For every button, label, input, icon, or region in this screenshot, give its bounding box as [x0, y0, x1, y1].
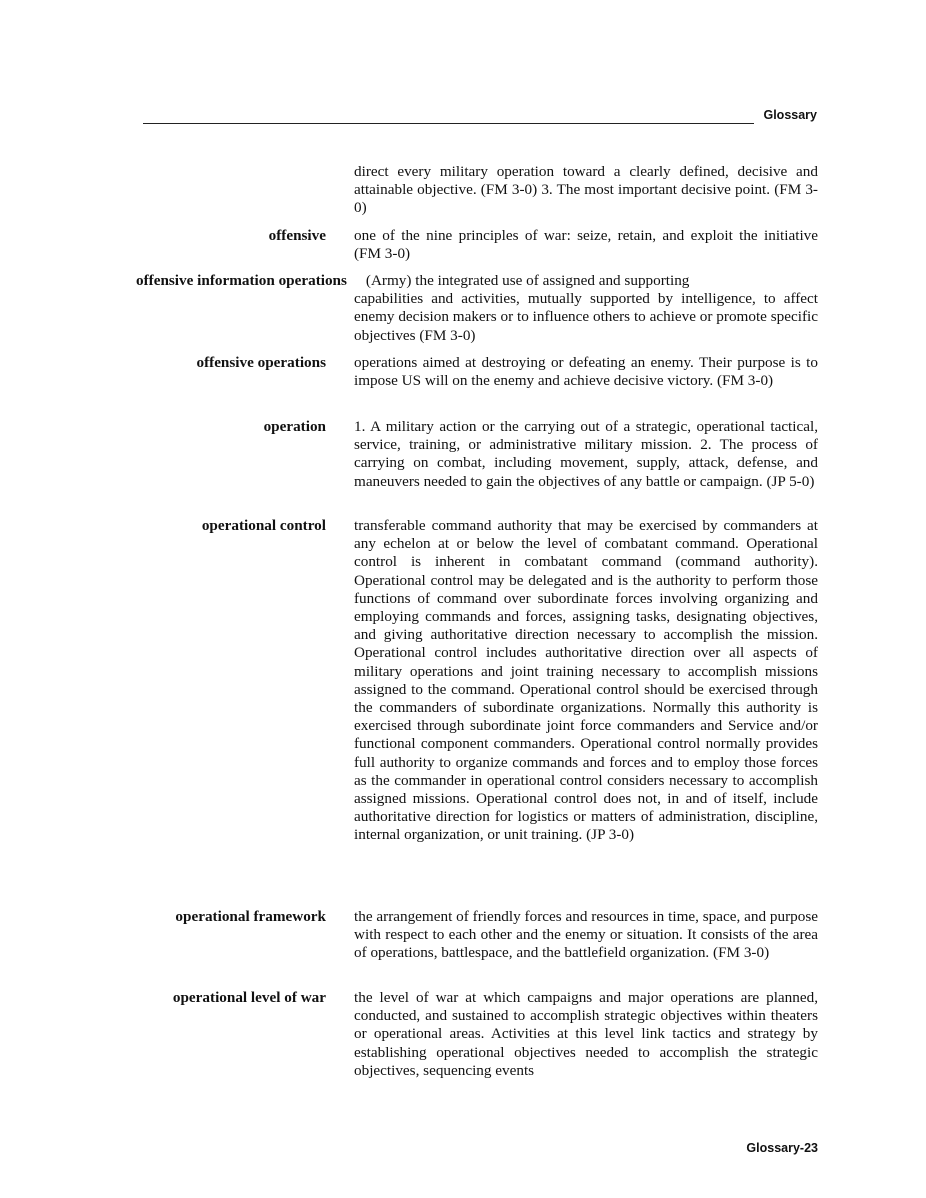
entry-definition-inline: [136, 272, 818, 345]
entry-term: operational framework: [175, 908, 326, 925]
entry-definition: one of the nine principles of war: seize, retain, and exploit the initiative (FM 3-0): [354, 227, 818, 263]
entry-term: operational level of war: [172, 989, 326, 1006]
continued-definition: direct every military operation toward a clearly defined, decisive and attainable objective. (FM 3-0) 3. The most important decisive point. (FM 3-0): [354, 163, 818, 217]
entry-term: operation: [263, 418, 326, 435]
entry-definition-first: (Army) the integrated use of assigned and supporting: [365, 272, 690, 289]
page-number: Glossary-23: [746, 1141, 818, 1155]
entry-term: offensive information operations: [136, 272, 347, 289]
entry-definition-rest: capabilities and activities, mutually supported by intelligence, to affect enemy decision makers or to influence others to achieve or promote specific objectives (FM 3-0): [354, 290, 818, 344]
entry-definition: operations aimed at destroying or defeating an enemy. Their purpose is to impose US will on the enemy and achieve decisive victory. (FM 3-0): [354, 354, 818, 390]
entry-term: offensive: [268, 227, 326, 244]
entry-definition: 1. A military action or the carrying out of a strategic, operational tactical, service, training, or administrative military mission. 2. The process of carrying on combat, including movement, supply, attack, defense, and maneuvers needed to gain the objectives of any battle or campaign. (JP 5-0): [354, 418, 818, 490]
entry-definition: transferable command authority that may be exercised by commanders at any echelon at or below the level of combatant command. Operational control is inherent in combatant command (command authority). Operational control may be delegated and is the authority to perform those functions of command over subordinate forces involving organizing and employing commands and forces, assigning tasks, designating objectives, and giving authoritative direction necessary to accomplish the mission. Operational control includes authoritative direction over all aspects of military operations and joint training necessary to accomplish missions assigned to the command. Operational control should be exercised through the commanders of subordinate organizations. Normally this authority is exercised through subordinate joint force commanders and Service and/or functional component commanders. Operational control normally provides full authority to organize commands and forces and to employ those forces as the commander in operational control considers necessary to accomplish assigned missions. Operational control does not, in and of itself, include authoritative direction for logistics or matters of administration, discipline, internal organization, or unit training. (JP 3-0): [354, 517, 818, 844]
entry-definition: the arrangement of friendly forces and resources in time, space, and purpose with respect to each other and the enemy or situation. It consists of the area of operations, battlespace, and the battlefield organization. (FM 3-0): [354, 908, 818, 962]
entry-term: offensive operations: [196, 354, 326, 371]
entry-term: operational control: [201, 517, 326, 534]
entry-definition: the level of war at which campaigns and major operations are planned, conducted, and sustained to accomplish strategic objectives within theaters or operational areas. Activities at this level link tactics and strategy by establishing operational objectives needed to accomplish the strategic objectives, sequencing events: [354, 989, 818, 1079]
header-rule: [143, 123, 754, 124]
running-header: Glossary: [763, 108, 817, 122]
